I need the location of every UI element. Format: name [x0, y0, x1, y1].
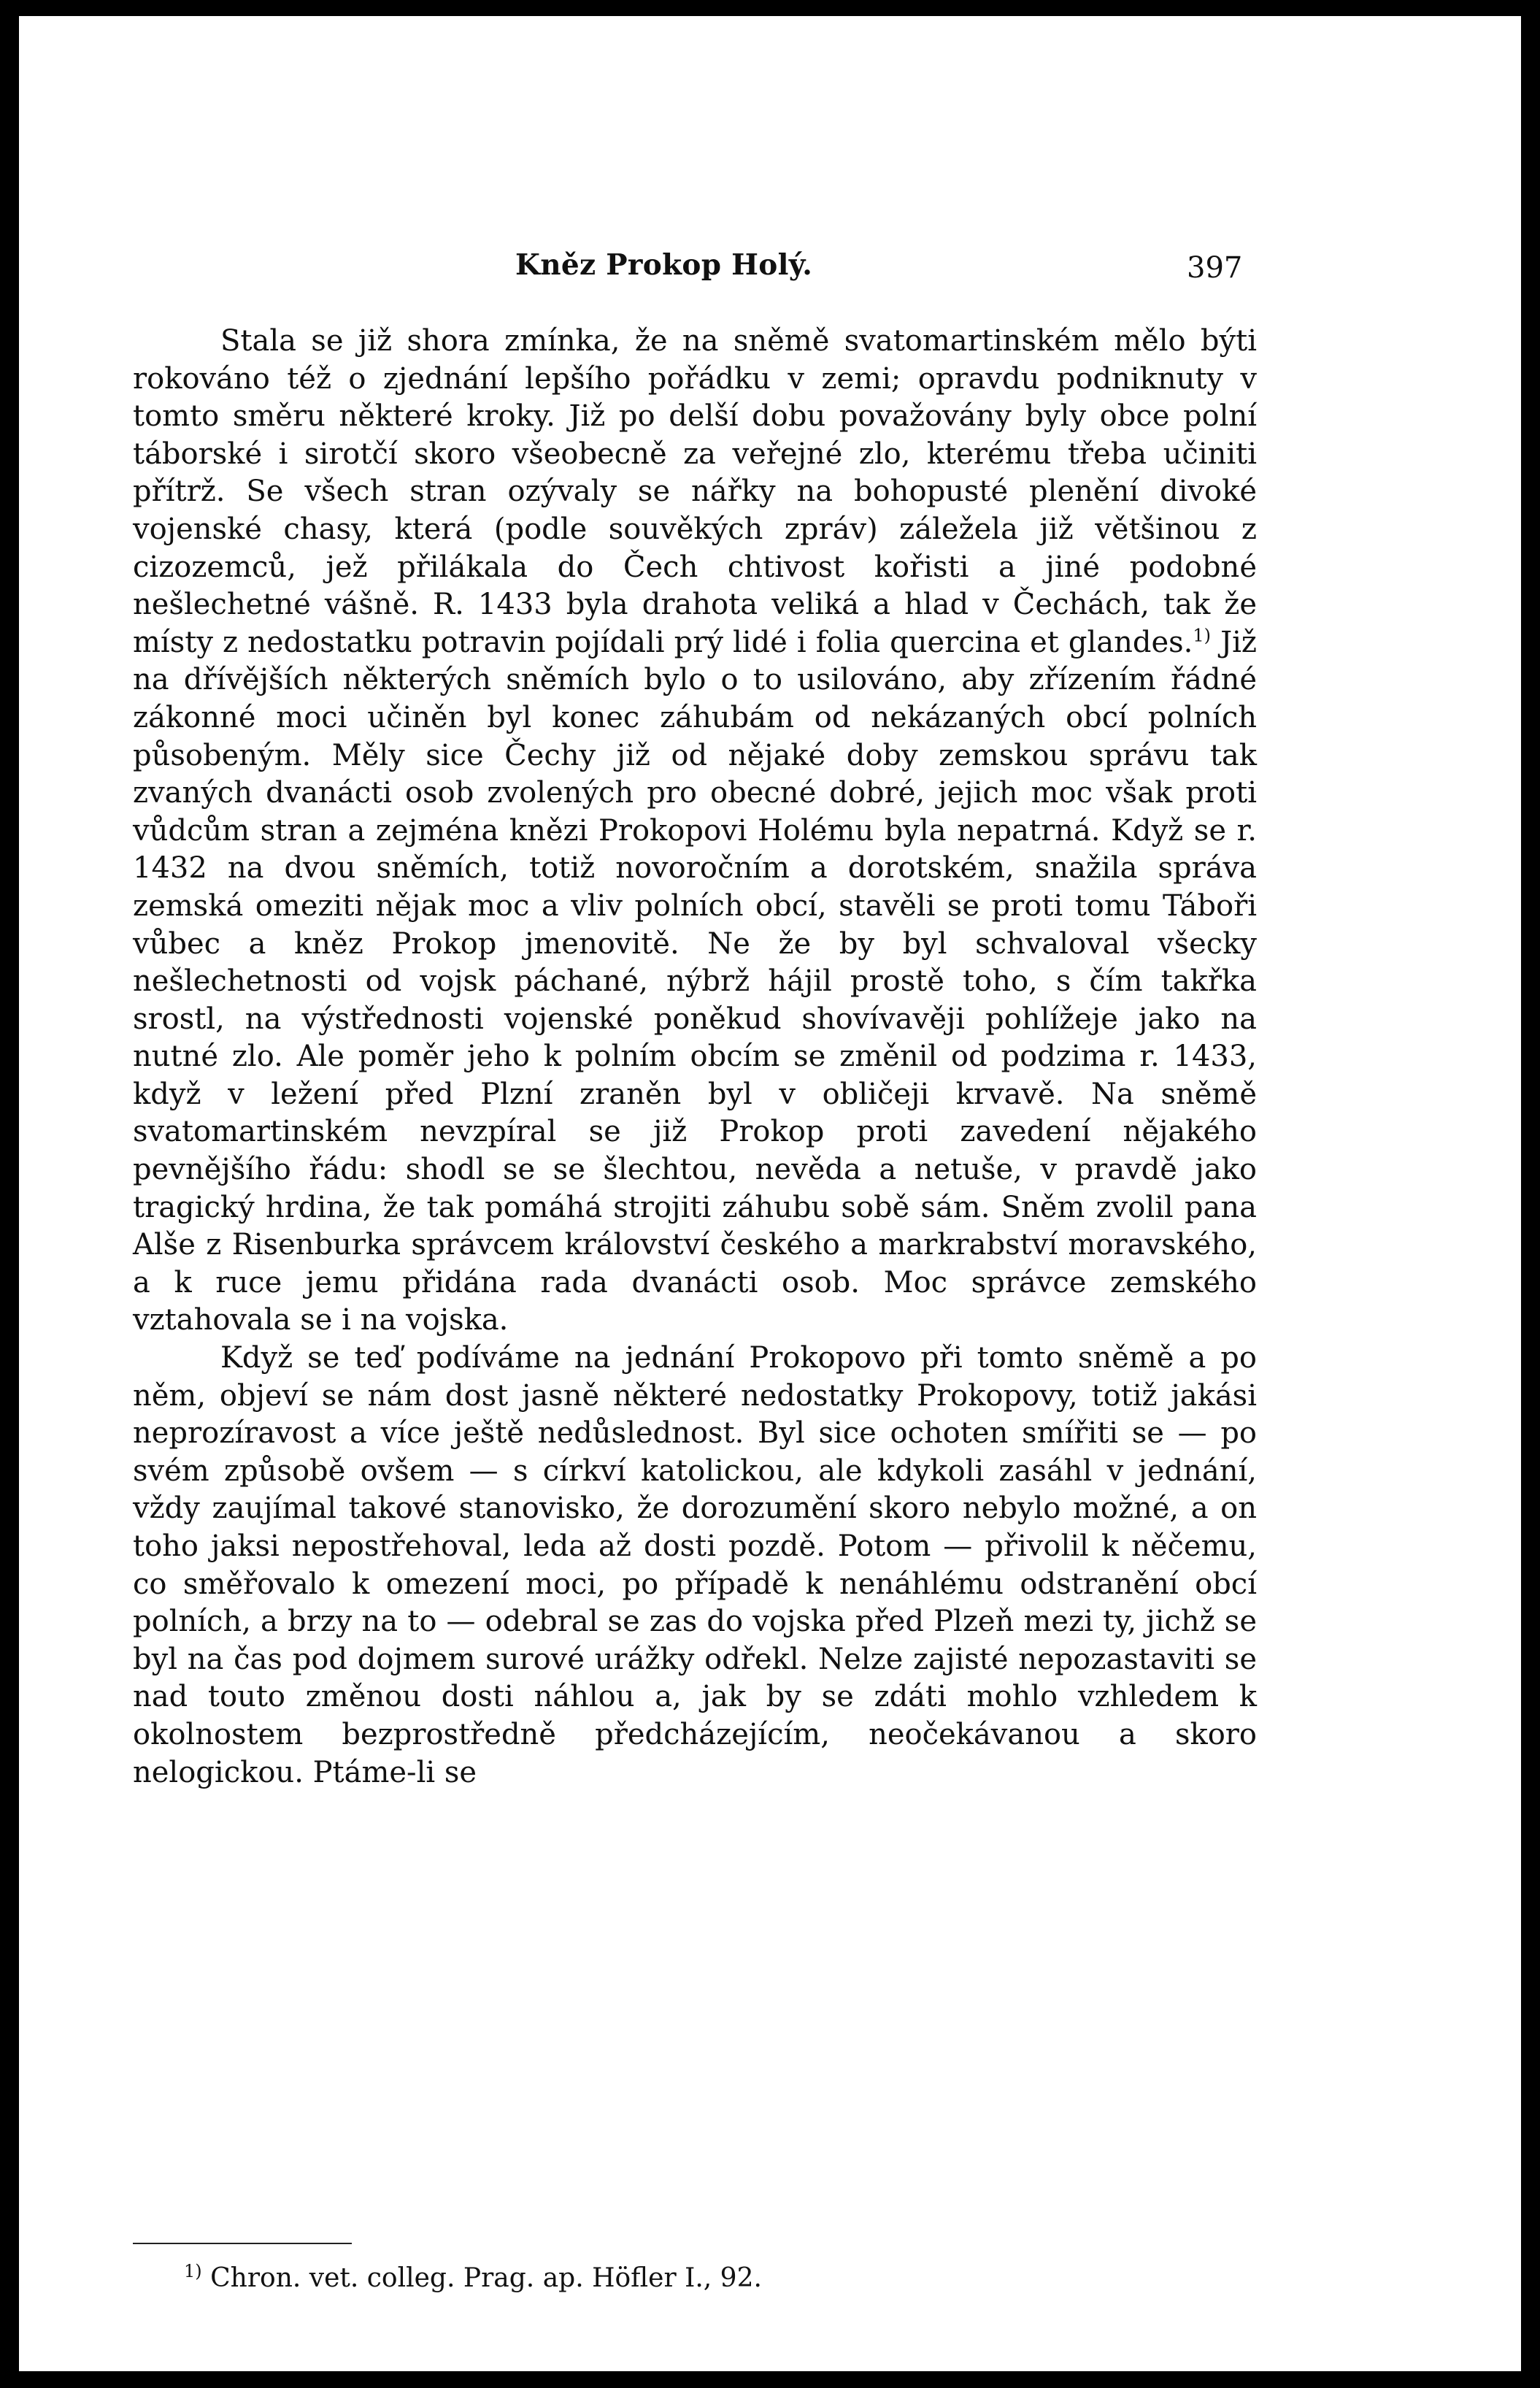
footnote-reference: 1) [1193, 625, 1212, 646]
book-page [19, 16, 1521, 2371]
footnote-text: Chron. vet. colleg. Prag. ap. Höfler I., 92. [201, 2263, 762, 2293]
paragraph-1 [133, 323, 1257, 1340]
footnote-marker: 1) [184, 2261, 202, 2281]
footnote-divider [133, 2243, 352, 2244]
paragraph-2: Když se teď podíváme na jednání Prokopovo při tomto sněmě a po něm, objeví se nám dost jasně některé nedostatky Prokopovy, totiž jakási neprozíravost a více ještě nedůslednost. Byl sice ochoten smířiti se — po svém způsobě ovšem — s církví katolickou, ale kdykoli zasáhl v jednání, vždy zaujímal takové stanovisko, že dorozumění skoro nebylo možné, a on toho jaksi nepostřehoval, leda až dosti pozdě. Potom — přivolil k něčemu, co směřovalo k omezení moci, po případě k nenáhlému odstranění obcí polních, a brzy na to — odebral se zas do vojska před Plzeň mezi ty, jichž se byl na čas pod dojmem surové urážky odřekl. Nelze zajisté nepozastaviti se nad touto změnou dosti náhlou a, jak by se zdáti mohlo vzhledem k okolnostem bezprostředně předcházejícím, neočekávanou a skoro nelogickou. Ptáme-li se [133, 1341, 1257, 1789]
main-text [133, 323, 1257, 1792]
page-header [19, 248, 1521, 292]
paragraph-1-text: Stala se již shora zmínka, že na sněmě svatomartinském mělo býti rokováno též o zjednání lepšího pořádku v zemi; opravdu podniknuty v tomto směru některé kroky. Již po delší dobu považovány byly obce polní táborské i sirotčí skoro všeobecně za veřejné zlo, kterému třeba učiniti přítrž. Se všech stran ozývaly se nářky na bohopusté plenění divoké vojenské chasy, která (podle souvěkých zpráv) záležela již většinou z cizozemců, jež přilákala do Čech chtivost kořisti a jiné podobné nešlechetné vášně. R. 1433 byla drahota veliká a hlad v Čechách, tak že místy z nedostatku potravin pojídali prý lidé i folia quercina et glandes. [133, 324, 1257, 659]
footnote [184, 2263, 762, 2293]
paragraph-1-continuation: Již na dřívějších některých sněmích bylo o to usilováno, aby zřízením řádné zákonné moci učiněn byl konec záhubám od nekázaných obcí polních působeným. Měly sice Čechy již od nějaké doby zemskou správu tak zvaných dvanácti osob zvolených pro obecné dobré, jejich moc však proti vůdcům stran a zejména knězi Prokopovi Holému byla nepatrná. Když se r. 1432 na dvou sněmích, totiž novoročním a dorotském, snažila správa zemská omeziti nějak moc a vliv polních obcí, stavěli se proti tomu Táboři vůbec a kněz Prokop jmenovitě. Ne že by byl schvaloval všecky nešlechetnosti od vojsk páchané, nýbrž hájil prostě toho, s čím takřka srostl, na výstřednosti vojenské poněkud shovívavěji pohlížeje jako na nutné zlo. Ale poměr jeho k polním obcím se změnil od podzima r. 1433, když v ležení před Plzní zraněn byl v obličeji krvavě. Na sněmě svatomartinském nevzpíral se již Prokop proti zavedení nějakého pevnějšího řádu: shodl se se šlechtou, nevěda a netuše, v pravdě jako tragický hrdina, že tak pomáhá strojiti záhubu sobě sám. Sněm zvolil pana Alše z Risenburka správcem království českého a markrabství moravského, a k ruce jemu přidána rada dvanácti osob. Moc správce zemského vztahovala se i na vojska. [133, 625, 1257, 1337]
running-title: Kněz Prokop Holý. [515, 248, 813, 282]
page-number: 397 [1187, 251, 1243, 285]
